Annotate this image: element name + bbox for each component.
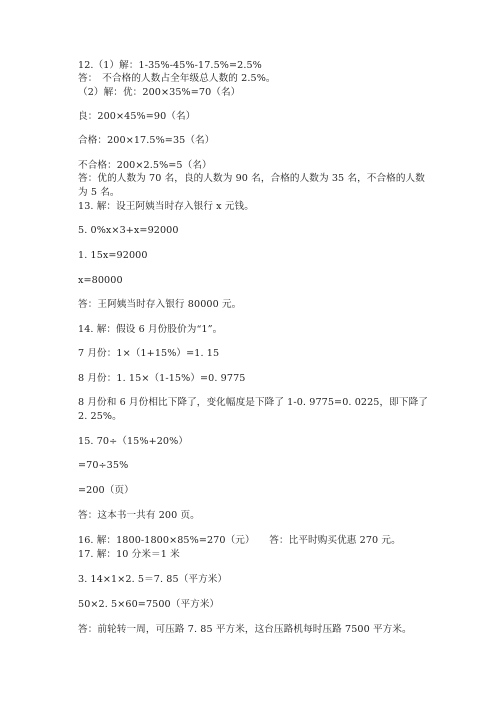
q13-answer: 答：王阿姨当时存入银行 80000 元。 <box>78 299 242 310</box>
q13-step2: x=80000 <box>78 275 123 286</box>
q15-step1: =70÷35% <box>78 460 129 471</box>
q15-answer: 答：这本书一共有 200 页。 <box>78 510 200 521</box>
q17-setup: 17. 解：10 分米＝1 米 <box>78 549 180 560</box>
q15-step2: =200（页） <box>78 485 134 496</box>
q16-solution-answer: 16. 解：1800-1800×85%=270（元） 答：比平时购买优惠 270 元。 <box>78 535 401 546</box>
q12-part2-answer: 答：优的人数为 70 名，良的人数为 90 名，合格的人数为 35 名，不合格的人数 <box>78 173 425 184</box>
q12-part2-pass: 合格：200×17.5%=35（名） <box>78 135 215 146</box>
q12-part1-solution: 12.（1）解：1-35%-45%-17.5%=2.5% <box>78 60 262 71</box>
q12-part2-good: 良：200×45%=90（名） <box>78 111 196 122</box>
q13-setup: 13. 解：设王阿姨当时存入银行 x 元钱。 <box>78 201 254 212</box>
q17-per-hour: 50×2. 5×60=7500（平方米） <box>78 599 220 610</box>
q14-july: 7 月份：1×（1+15%）=1. 15 <box>78 348 220 359</box>
q14-compare-cont: 2. 25%。 <box>78 411 122 422</box>
q14-setup: 14. 解：假设 6 月份股价为“1”。 <box>78 324 223 335</box>
q14-august: 8 月份：1. 15×（1-15%）=0. 9775 <box>78 373 246 384</box>
q12-part2-excellent: （2）解：优：200×35%=70（名） <box>78 87 241 98</box>
q13-equation: 5. 0%x×3+x=92000 <box>78 225 179 236</box>
q12-part2-fail: 不合格：200×2.5%=5（名） <box>78 160 212 171</box>
q13-step1: 1. 15x=92000 <box>78 250 148 261</box>
q15-expression: 15. 70÷（15%+20%） <box>78 436 189 447</box>
q12-part1-answer: 答： 不合格的人数占全年级总人数的 2.5%。 <box>78 73 276 84</box>
q17-front-wheel: 3. 14×1×2. 5＝7. 85（平方米） <box>78 574 228 585</box>
q17-answer: 答：前轮转一周，可压路 7. 85 平方米，这台压路机每时压路 7500 平方米。 <box>78 624 412 635</box>
q14-compare: 8 月份和 6 月份相比下降了，变化幅度是下降了 1-0. 9775=0. 0225，即下降了 <box>78 397 428 408</box>
q12-part2-answer-cont: 为 5 名。 <box>78 187 120 198</box>
